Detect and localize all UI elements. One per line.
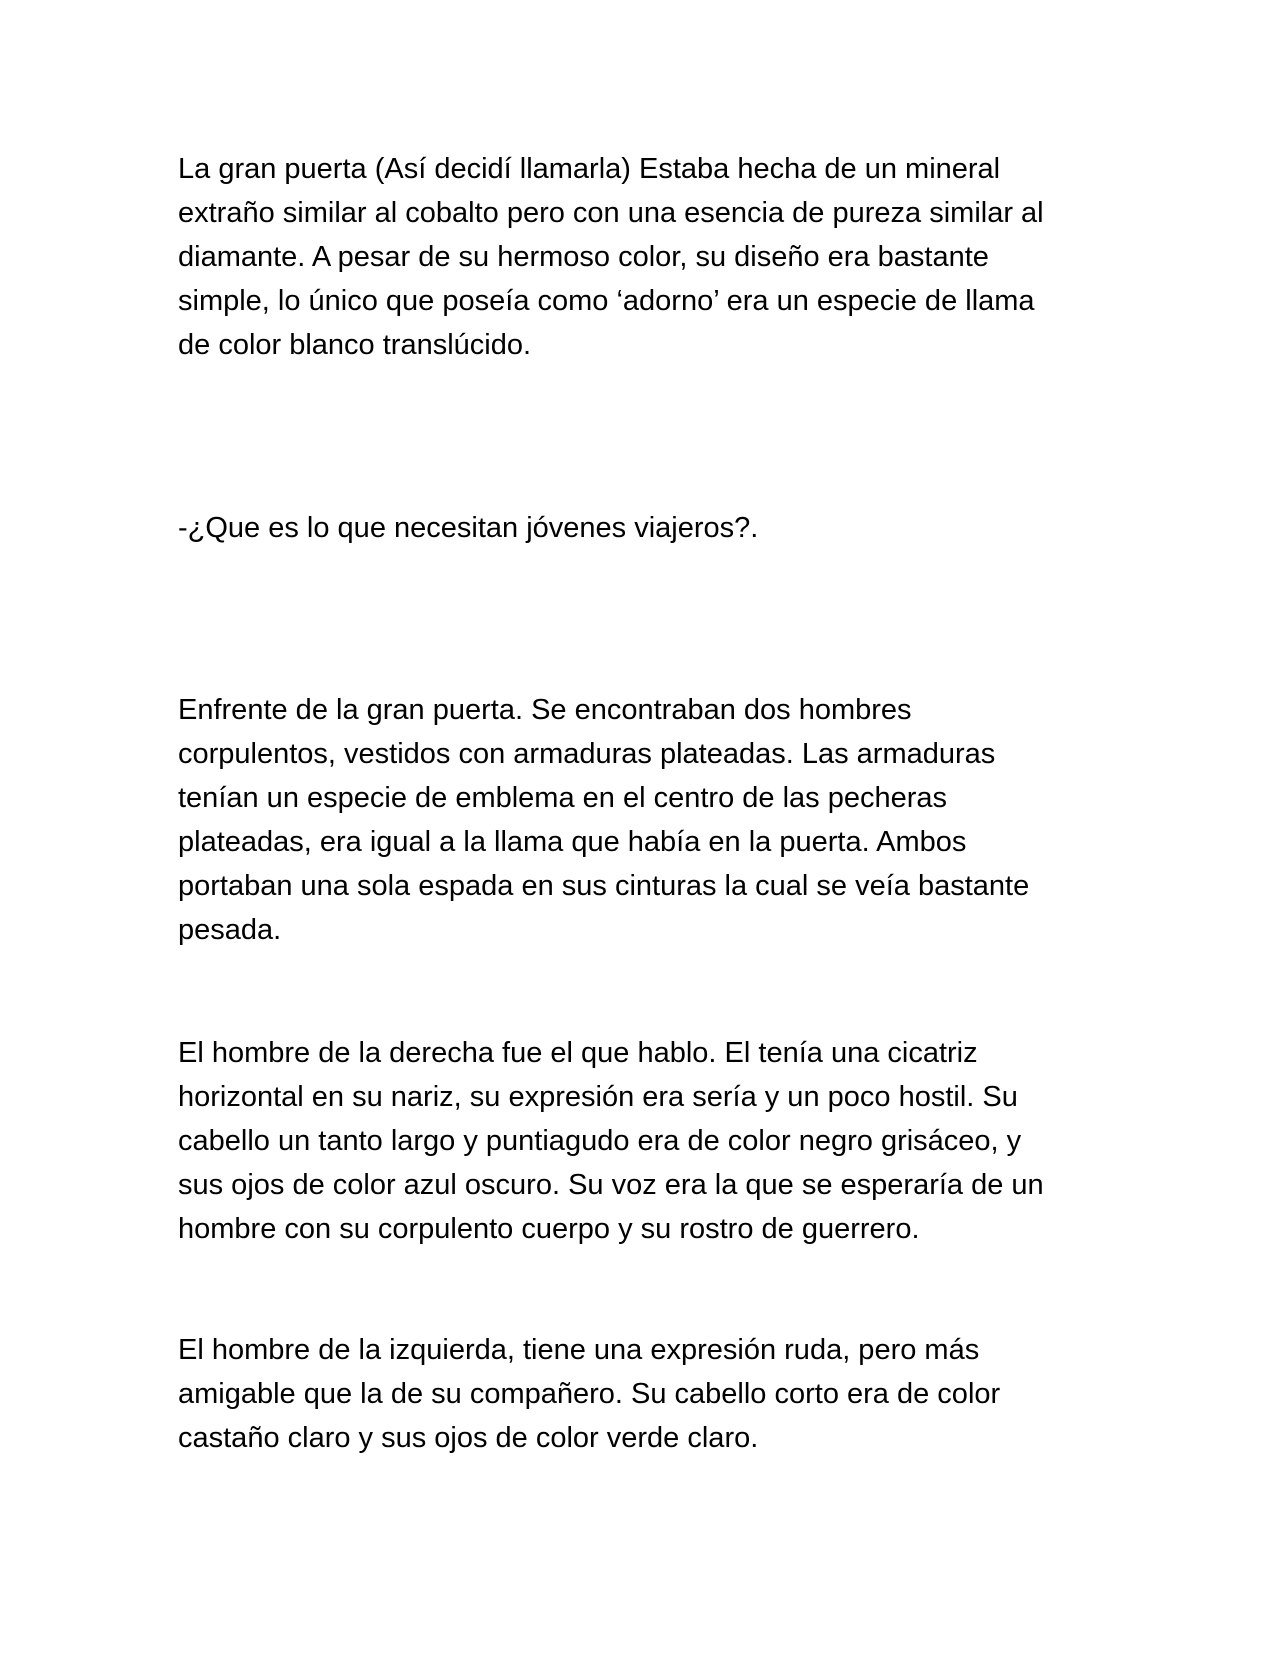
text-line: diamante. A pesar de su hermoso color, su diseño era bastante [178, 241, 989, 273]
text-line: sus ojos de color azul oscuro. Su voz era la que se esperaría de un [178, 1169, 1044, 1201]
text-line: -¿Que es lo que necesitan jóvenes viajeros?. [178, 512, 759, 544]
text-line: tenían un especie de emblema en el centro de las pecheras [178, 782, 947, 814]
text-line: plateadas, era igual a la llama que había en la puerta. Ambos [178, 826, 967, 858]
paragraph-left-guard [178, 1328, 1118, 1460]
text-line: El hombre de la izquierda, tiene una expresión ruda, pero más [178, 1334, 980, 1366]
text-line: de color blanco translúcido. [178, 329, 532, 361]
text-line: Enfrente de la gran puerta. Se encontraban dos hombres [178, 694, 912, 726]
text-line: castaño claro y sus ojos de color verde claro. [178, 1422, 759, 1454]
paragraph-great-door [178, 147, 1118, 367]
text-line: pesada. [178, 914, 282, 946]
paragraph-dialogue [178, 506, 1118, 550]
text-line: horizontal en su nariz, su expresión era sería y un poco hostil. Su [178, 1081, 1018, 1113]
text-line: simple, lo único que poseía como ‘adorno’ era un especie de llama [178, 285, 1035, 317]
text-line: cabello un tanto largo y puntiagudo era de color negro grisáceo, y [178, 1125, 1022, 1157]
text-line: El hombre de la derecha fue el que hablo. El tenía una cicatriz [178, 1037, 978, 1069]
text-line: hombre con su corpulento cuerpo y su rostro de guerrero. [178, 1213, 920, 1245]
text-line: portaban una sola espada en sus cinturas la cual se veía bastante [178, 870, 1030, 902]
text-line: amigable que la de su compañero. Su cabello corto era de color [178, 1378, 1001, 1410]
text-line: corpulentos, vestidos con armaduras plateadas. Las armaduras [178, 738, 996, 770]
paragraph-guards [178, 688, 1118, 952]
text-line: extraño similar al cobalto pero con una esencia de pureza similar al [178, 197, 1044, 229]
text-line: La gran puerta (Así decidí llamarla) Estaba hecha de un mineral [178, 153, 1001, 185]
paragraph-right-guard [178, 1031, 1118, 1251]
